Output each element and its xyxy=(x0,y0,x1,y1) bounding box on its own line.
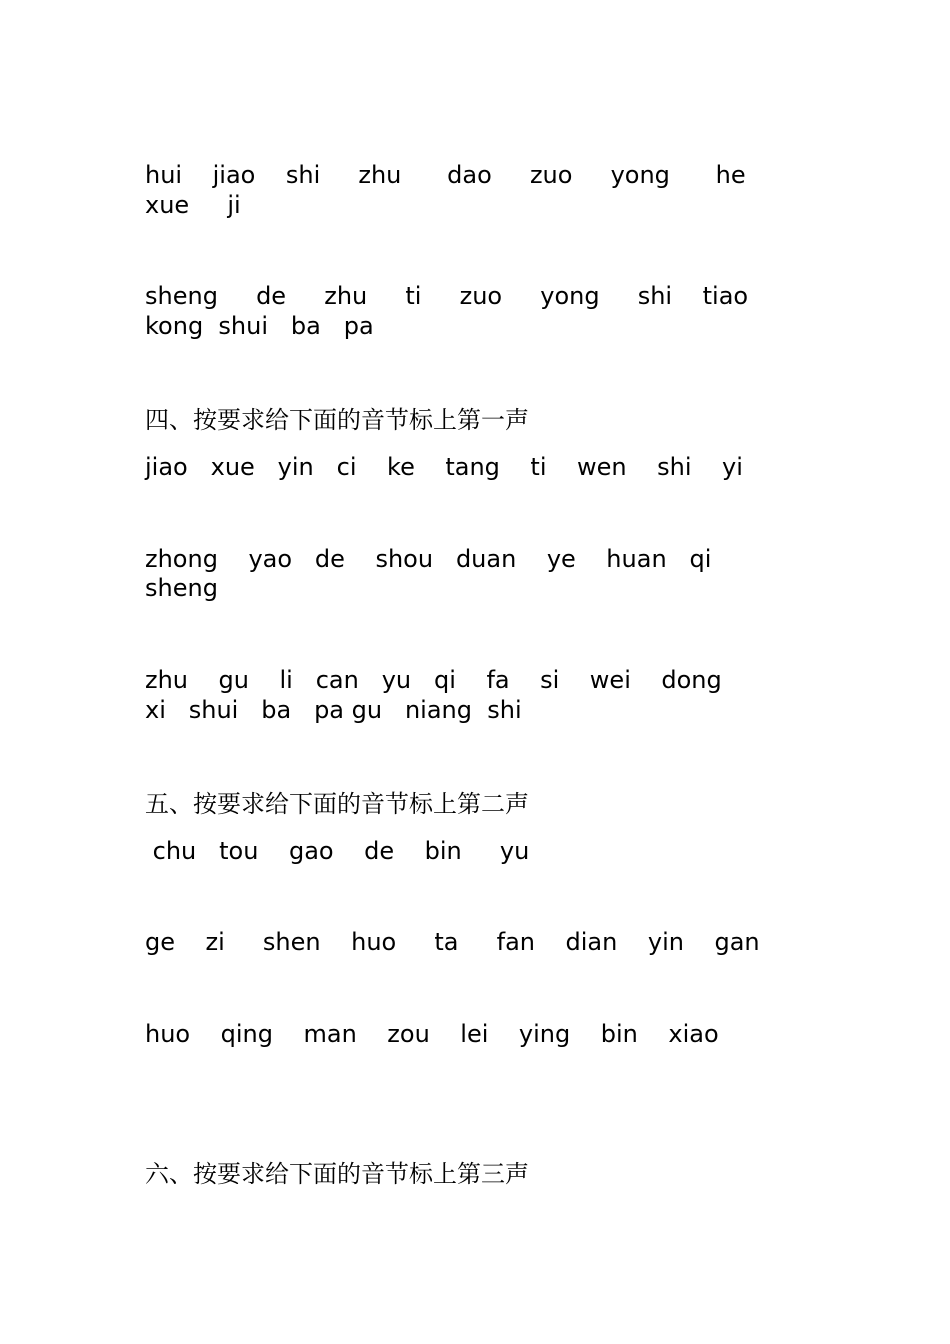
section-heading: 六、按要求给下面的音节标上第三声 xyxy=(145,1160,529,1188)
section-heading: 五、按要求给下面的音节标上第二声 xyxy=(145,790,529,818)
pinyin-line: kong shui ba pa xyxy=(145,312,374,340)
pinyin-line: sheng de zhu ti zuo yong shi tiao xyxy=(145,282,749,310)
pinyin-line: ge zi shen huo ta fan dian yin gan xyxy=(145,928,760,956)
pinyin-line: xue ji xyxy=(145,191,241,219)
pinyin-line: huo qing man zou lei ying bin xiao xyxy=(145,1020,719,1048)
pinyin-line: zhong yao de shou duan ye huan qi xyxy=(145,545,712,573)
pinyin-line: sheng xyxy=(145,574,218,602)
pinyin-line: zhu gu li can yu qi fa si wei dong xyxy=(145,666,722,694)
pinyin-line: chu tou gao de bin yu xyxy=(145,837,530,865)
pinyin-line: jiao xue yin ci ke tang ti wen shi yi xyxy=(145,453,743,481)
pinyin-line: hui jiao shi zhu dao zuo yong he xyxy=(145,161,746,189)
pinyin-line: xi shui ba pa gu niang shi xyxy=(145,696,522,724)
section-heading: 四、按要求给下面的音节标上第一声 xyxy=(145,406,529,434)
